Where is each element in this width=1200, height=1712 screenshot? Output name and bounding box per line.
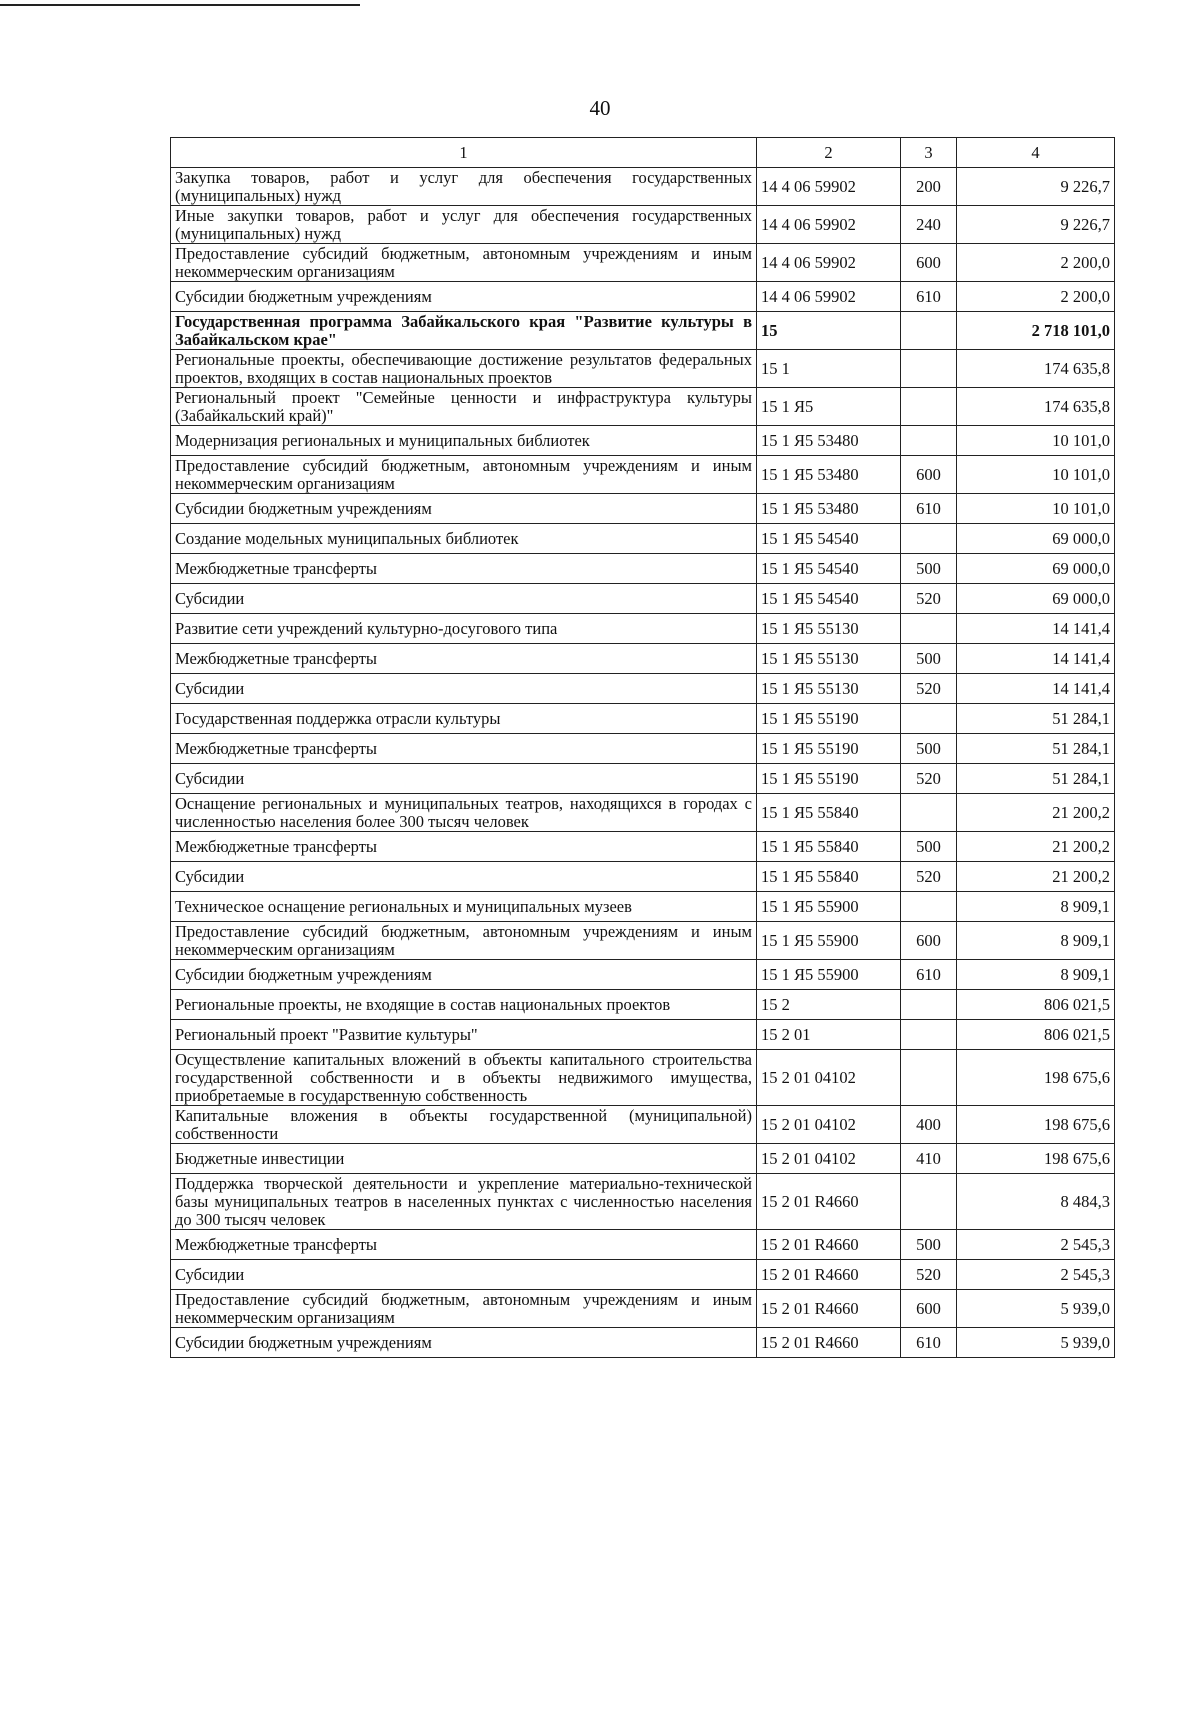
cell-name: Оснащение региональных и муниципальных театров, находящихся в городах с численностью населения более 300 тысяч человек [171,794,757,832]
cell-name: Предоставление субсидий бюджетным, автономным учреждениям и иным некоммерческим организациям [171,456,757,494]
table-row [171,584,1115,614]
cell-amount: 198 675,6 [957,1106,1115,1144]
cell-amount: 8 484,3 [957,1174,1115,1230]
cell-type: 610 [901,1328,957,1358]
cell-type: 520 [901,862,957,892]
cell-code: 14 4 06 59902 [757,244,901,282]
cell-name: Предоставление субсидий бюджетным, автономным учреждениям и иным некоммерческим организациям [171,244,757,282]
cell-type [901,524,957,554]
table-row [171,494,1115,524]
table-row [171,674,1115,704]
cell-code: 15 1 Я5 55900 [757,892,901,922]
cell-code: 15 [757,312,901,350]
cell-amount: 69 000,0 [957,554,1115,584]
cell-type: 600 [901,922,957,960]
cell-amount: 21 200,2 [957,832,1115,862]
budget-table [170,137,1115,1358]
cell-name: Субсидии [171,584,757,614]
table-body [171,168,1115,1358]
cell-name: Межбюджетные трансферты [171,1230,757,1260]
cell-type: 200 [901,168,957,206]
cell-type: 520 [901,1260,957,1290]
cell-name: Осуществление капитальных вложений в объекты капитального строительства государственной собственности и в объекты недвижимого имущества, приобретаемые в государственную собственность [171,1050,757,1106]
cell-name: Субсидии бюджетным учреждениям [171,1328,757,1358]
cell-type: 520 [901,584,957,614]
table-row [171,1050,1115,1106]
cell-code: 15 1 Я5 55130 [757,644,901,674]
cell-code: 15 1 Я5 55130 [757,674,901,704]
cell-code: 15 1 Я5 54540 [757,524,901,554]
cell-code: 15 2 01 R4660 [757,1290,901,1328]
cell-amount: 10 101,0 [957,456,1115,494]
cell-type: 610 [901,282,957,312]
cell-amount: 51 284,1 [957,704,1115,734]
cell-type: 400 [901,1106,957,1144]
table-header-row [171,138,1115,168]
cell-type: 500 [901,734,957,764]
column-header-name: 1 [171,138,757,168]
cell-type [901,388,957,426]
table-row [171,1290,1115,1328]
cell-type [901,794,957,832]
column-header-code: 2 [757,138,901,168]
cell-name: Региональные проекты, не входящие в состав национальных проектов [171,990,757,1020]
cell-type: 500 [901,554,957,584]
cell-name: Субсидии [171,674,757,704]
cell-name: Иные закупки товаров, работ и услуг для обеспечения государственных (муниципальных) нужд [171,206,757,244]
table-row [171,990,1115,1020]
table-row [171,244,1115,282]
cell-name: Бюджетные инвестиции [171,1144,757,1174]
cell-amount: 5 939,0 [957,1290,1115,1328]
cell-code: 15 2 01 R4660 [757,1260,901,1290]
table-row [171,794,1115,832]
cell-name: Субсидии бюджетным учреждениям [171,494,757,524]
cell-name: Развитие сети учреждений культурно-досугового типа [171,614,757,644]
cell-name: Межбюджетные трансферты [171,644,757,674]
cell-code: 15 1 [757,350,901,388]
cell-type [901,426,957,456]
cell-amount: 9 226,7 [957,206,1115,244]
cell-amount: 806 021,5 [957,1020,1115,1050]
cell-amount: 14 141,4 [957,674,1115,704]
cell-code: 15 1 Я5 53480 [757,494,901,524]
cell-amount: 198 675,6 [957,1050,1115,1106]
cell-type: 600 [901,1290,957,1328]
cell-type [901,350,957,388]
cell-amount: 69 000,0 [957,584,1115,614]
cell-name: Субсидии бюджетным учреждениям [171,960,757,990]
cell-amount: 10 101,0 [957,494,1115,524]
table-row [171,922,1115,960]
cell-code: 15 2 01 [757,1020,901,1050]
table-row [171,1174,1115,1230]
cell-type: 410 [901,1144,957,1174]
cell-amount: 174 635,8 [957,388,1115,426]
cell-code: 15 1 Я5 55190 [757,704,901,734]
cell-code: 15 2 01 04102 [757,1144,901,1174]
cell-name: Межбюджетные трансферты [171,832,757,862]
cell-code: 15 2 [757,990,901,1020]
cell-type [901,1174,957,1230]
table-row [171,1260,1115,1290]
cell-type [901,614,957,644]
cell-code: 15 1 Я5 [757,388,901,426]
cell-name: Государственная поддержка отрасли культуры [171,704,757,734]
cell-type [901,892,957,922]
cell-type: 520 [901,764,957,794]
cell-code: 15 1 Я5 55900 [757,960,901,990]
table-row [171,644,1115,674]
cell-code: 15 1 Я5 53480 [757,426,901,456]
cell-name: Субсидии [171,764,757,794]
table-row [171,892,1115,922]
cell-name: Создание модельных муниципальных библиотек [171,524,757,554]
cell-code: 14 4 06 59902 [757,206,901,244]
cell-type [901,704,957,734]
cell-type: 500 [901,644,957,674]
cell-name: Техническое оснащение региональных и муниципальных музеев [171,892,757,922]
cell-code: 15 1 Я5 55840 [757,794,901,832]
cell-code: 15 1 Я5 55900 [757,922,901,960]
cell-amount: 2 200,0 [957,244,1115,282]
table-row [171,554,1115,584]
cell-name: Модернизация региональных и муниципальных библиотек [171,426,757,456]
cell-name: Субсидии [171,1260,757,1290]
page-number: 40 [589,96,611,120]
table-row [171,388,1115,426]
cell-amount: 14 141,4 [957,614,1115,644]
table-row [171,456,1115,494]
table-row [171,282,1115,312]
table-row [171,960,1115,990]
cell-type: 610 [901,960,957,990]
cell-type: 610 [901,494,957,524]
cell-code: 15 2 01 04102 [757,1050,901,1106]
cell-name: Предоставление субсидий бюджетным, автономным учреждениям и иным некоммерческим организациям [171,1290,757,1328]
table-row [171,1230,1115,1260]
table-row [171,1106,1115,1144]
cell-code: 15 2 01 R4660 [757,1230,901,1260]
cell-type [901,312,957,350]
cell-code: 15 2 01 04102 [757,1106,901,1144]
cell-amount: 2 545,3 [957,1230,1115,1260]
cell-type: 520 [901,674,957,704]
cell-code: 15 1 Я5 55840 [757,832,901,862]
cell-code: 15 2 01 R4660 [757,1328,901,1358]
table-row [171,862,1115,892]
cell-code: 15 1 Я5 55190 [757,764,901,794]
cell-name: Межбюджетные трансферты [171,554,757,584]
table-row [171,312,1115,350]
cell-code: 15 2 01 R4660 [757,1174,901,1230]
cell-type: 500 [901,832,957,862]
cell-type: 600 [901,456,957,494]
cell-amount: 10 101,0 [957,426,1115,456]
table-row [171,524,1115,554]
cell-name: Закупка товаров, работ и услуг для обеспечения государственных (муниципальных) нужд [171,168,757,206]
cell-name: Поддержка творческой деятельности и укрепление материально-технической базы муниципальных театров в населенных пунктах с численностью населения до 300 тысяч человек [171,1174,757,1230]
cell-name: Региональный проект "Развитие культуры" [171,1020,757,1050]
table-row [171,832,1115,862]
cell-name: Предоставление субсидий бюджетным, автономным учреждениям и иным некоммерческим организациям [171,922,757,960]
table-row [171,614,1115,644]
table-row [171,206,1115,244]
cell-amount: 806 021,5 [957,990,1115,1020]
cell-name: Межбюджетные трансферты [171,734,757,764]
cell-amount: 9 226,7 [957,168,1115,206]
cell-amount: 2 718 101,0 [957,312,1115,350]
cell-amount: 21 200,2 [957,862,1115,892]
column-header-amount: 4 [957,138,1115,168]
cell-amount: 5 939,0 [957,1328,1115,1358]
cell-amount: 8 909,1 [957,960,1115,990]
cell-amount: 21 200,2 [957,794,1115,832]
table-row [171,704,1115,734]
cell-code: 14 4 06 59902 [757,168,901,206]
table-row [171,1144,1115,1174]
cell-amount: 2 200,0 [957,282,1115,312]
cell-type [901,1050,957,1106]
cell-amount: 8 909,1 [957,922,1115,960]
cell-type: 600 [901,244,957,282]
column-header-type: 3 [901,138,957,168]
cell-name: Субсидии бюджетным учреждениям [171,282,757,312]
cell-type [901,1020,957,1050]
table-row [171,168,1115,206]
cell-code: 15 1 Я5 54540 [757,584,901,614]
cell-code: 15 1 Я5 55190 [757,734,901,764]
cell-name: Государственная программа Забайкальского края "Развитие культуры в Забайкальском крае" [171,312,757,350]
cell-code: 15 1 Я5 55840 [757,862,901,892]
cell-amount: 198 675,6 [957,1144,1115,1174]
cell-amount: 2 545,3 [957,1260,1115,1290]
cell-amount: 174 635,8 [957,350,1115,388]
cell-name: Региональные проекты, обеспечивающие достижение результатов федеральных проектов, входящих в состав национальных проектов [171,350,757,388]
cell-amount: 14 141,4 [957,644,1115,674]
scan-edge-line [0,4,360,6]
cell-type: 240 [901,206,957,244]
table-row [171,350,1115,388]
table-row [171,1020,1115,1050]
table-row [171,764,1115,794]
cell-type: 500 [901,1230,957,1260]
cell-code: 15 1 Я5 54540 [757,554,901,584]
cell-code: 15 1 Я5 53480 [757,456,901,494]
cell-amount: 8 909,1 [957,892,1115,922]
table-row [171,426,1115,456]
cell-type [901,990,957,1020]
cell-code: 15 1 Я5 55130 [757,614,901,644]
cell-name: Региональный проект "Семейные ценности и инфраструктура культуры (Забайкальский край)" [171,388,757,426]
cell-name: Капитальные вложения в объекты государственной (муниципальной) собственности [171,1106,757,1144]
table-row [171,734,1115,764]
cell-name: Субсидии [171,862,757,892]
cell-amount: 51 284,1 [957,764,1115,794]
cell-code: 14 4 06 59902 [757,282,901,312]
table-row [171,1328,1115,1358]
cell-amount: 51 284,1 [957,734,1115,764]
cell-amount: 69 000,0 [957,524,1115,554]
